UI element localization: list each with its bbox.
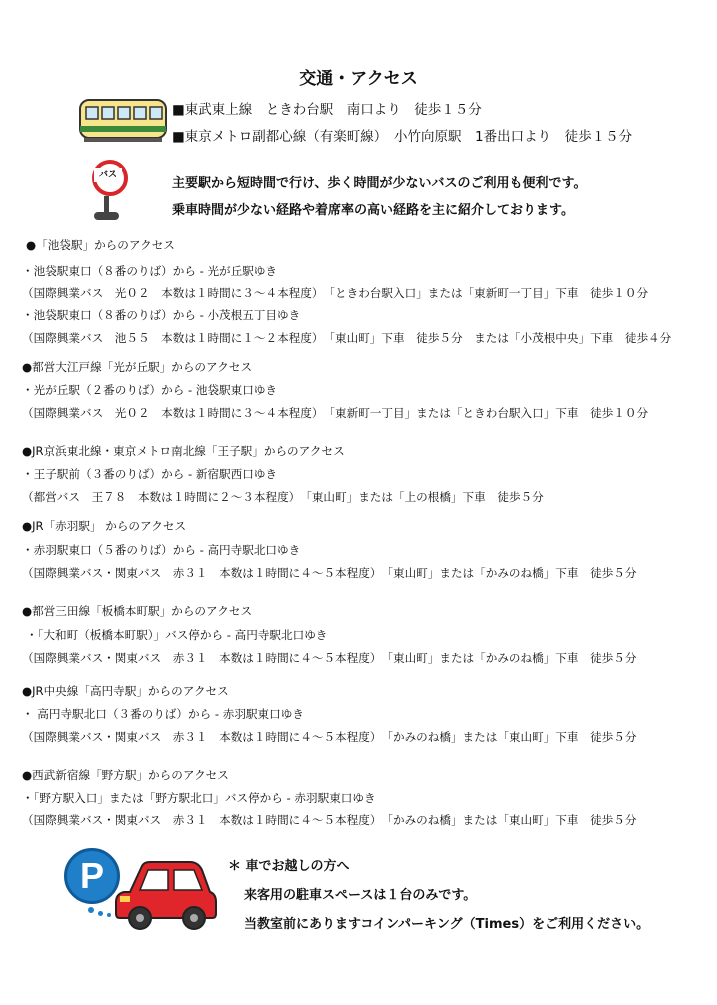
train-line-metro: ■東京メトロ副都心線（有楽町線） 小竹向原駅 1番出口より 徒歩１５分	[172, 129, 633, 145]
section-heading-hikarigaoka: ●都営大江戸線「光が丘駅」からのアクセス	[22, 360, 253, 374]
car-notice-line: 来客用の駐車スペースは１台のみです。	[244, 888, 477, 903]
section-heading-oji: ●JR京浜東北線・東京メトロ南北線「王子駅」からのアクセス	[22, 444, 345, 458]
section-heading-nogata: ●西武新宿線「野方駅」からのアクセス	[22, 768, 229, 782]
bus-stop-label: バス	[94, 168, 122, 182]
route-detail: （国際興業バス・関東バス 赤３１ 本数は１時間に４～５本程度） 「東山町」または「かみのね橋」下車 徒歩５分	[22, 566, 637, 580]
route-detail: （国際興業バス 池５５ 本数は１時間に１～２本程度） 「東山町」下車 徒歩５分 または「小茂根中央」下車 徒歩４分	[22, 331, 672, 345]
parking-letter: P	[79, 855, 104, 896]
train-line-tobu: ■東武東上線 ときわ台駅 南口より 徒歩１５分	[172, 102, 482, 118]
section-heading-akabane: ●JR「赤羽駅」 からのアクセス	[22, 519, 187, 533]
route-line: ・「大和町（板橋本町駅）」バス停から - 高円寺駅北口ゆき	[26, 628, 328, 642]
parking-icon	[64, 848, 120, 904]
route-line: ・光が丘駅（２番のりば）から - 池袋駅東口ゆき	[22, 383, 278, 397]
route-detail: （国際興業バス・関東バス 赤３１ 本数は１時間に４～５本程度） 「東山町」または「かみのね橋」下車 徒歩５分	[22, 651, 637, 665]
section-heading-ikebukuro: ●「池袋駅」からのアクセス	[26, 238, 175, 252]
route-line: ・赤羽駅東口（５番のりば）から - 高円寺駅北口ゆき	[22, 543, 301, 557]
car-icon	[114, 858, 218, 932]
route-line: ・ 高円寺駅北口（３番のりば）から - 赤羽駅東口ゆき	[22, 707, 304, 721]
car-notice-line: 当教室前にありますコインパーキング（Times）をご利用ください。	[244, 917, 650, 932]
train-icon	[78, 96, 170, 146]
bus-intro-line: 乗車時間が少ない経路や着席率の高い経路を主に紹介しております。	[172, 203, 574, 218]
parking-dot	[107, 913, 111, 917]
page-title: 交通・アクセス	[299, 69, 418, 89]
route-detail: （国際興業バス 光０２ 本数は１時間に３～４本程度） 「東新町一丁目」または「ときわ台駅入口」下車 徒歩１０分	[22, 406, 649, 420]
route-detail: （国際興業バス・関東バス 赤３１ 本数は１時間に４～５本程度） 「かみのね橋」または「東山町」下車 徒歩５分	[22, 730, 637, 744]
parking-dot	[88, 907, 94, 913]
route-detail: （国際興業バス・関東バス 赤３１ 本数は１時間に４～５本程度） 「かみのね橋」または「東山町」下車 徒歩５分	[22, 813, 637, 827]
route-detail: （都営バス 王７８ 本数は１時間に２～３本程度） 「東山町」または「上の根橋」下車 徒歩５分	[22, 490, 544, 504]
bus-stop-icon	[88, 160, 128, 222]
route-detail: （国際興業バス 光０２ 本数は１時間に３～４本程度） 「ときわ台駅入口」または「東新町一丁目」下車 徒歩１０分	[22, 286, 649, 300]
section-heading-itabashihoncho: ●都営三田線「板橋本町駅」からのアクセス	[22, 604, 253, 618]
route-line: ・王子駅前（３番のりば）から - 新宿駅西口ゆき	[22, 467, 278, 481]
car-notice-heading: ＊ 車でお越しの方へ	[228, 859, 350, 874]
route-line: ・池袋駅東口（８番のりば）から - 小茂根五丁目ゆき	[22, 308, 301, 322]
parking-dot	[98, 911, 103, 916]
route-line: ・「野方駅入口」または「野方駅北口」バス停から - 赤羽駅東口ゆき	[22, 791, 376, 805]
bus-intro-line: 主要駅から短時間で行け、歩く時間が少ないバスのご利用も便利です。	[172, 176, 587, 191]
route-line: ・池袋駅東口（８番のりば）から - 光が丘駅ゆき	[22, 264, 278, 278]
section-heading-koenji: ●JR中央線「高円寺駅」からのアクセス	[22, 684, 229, 698]
